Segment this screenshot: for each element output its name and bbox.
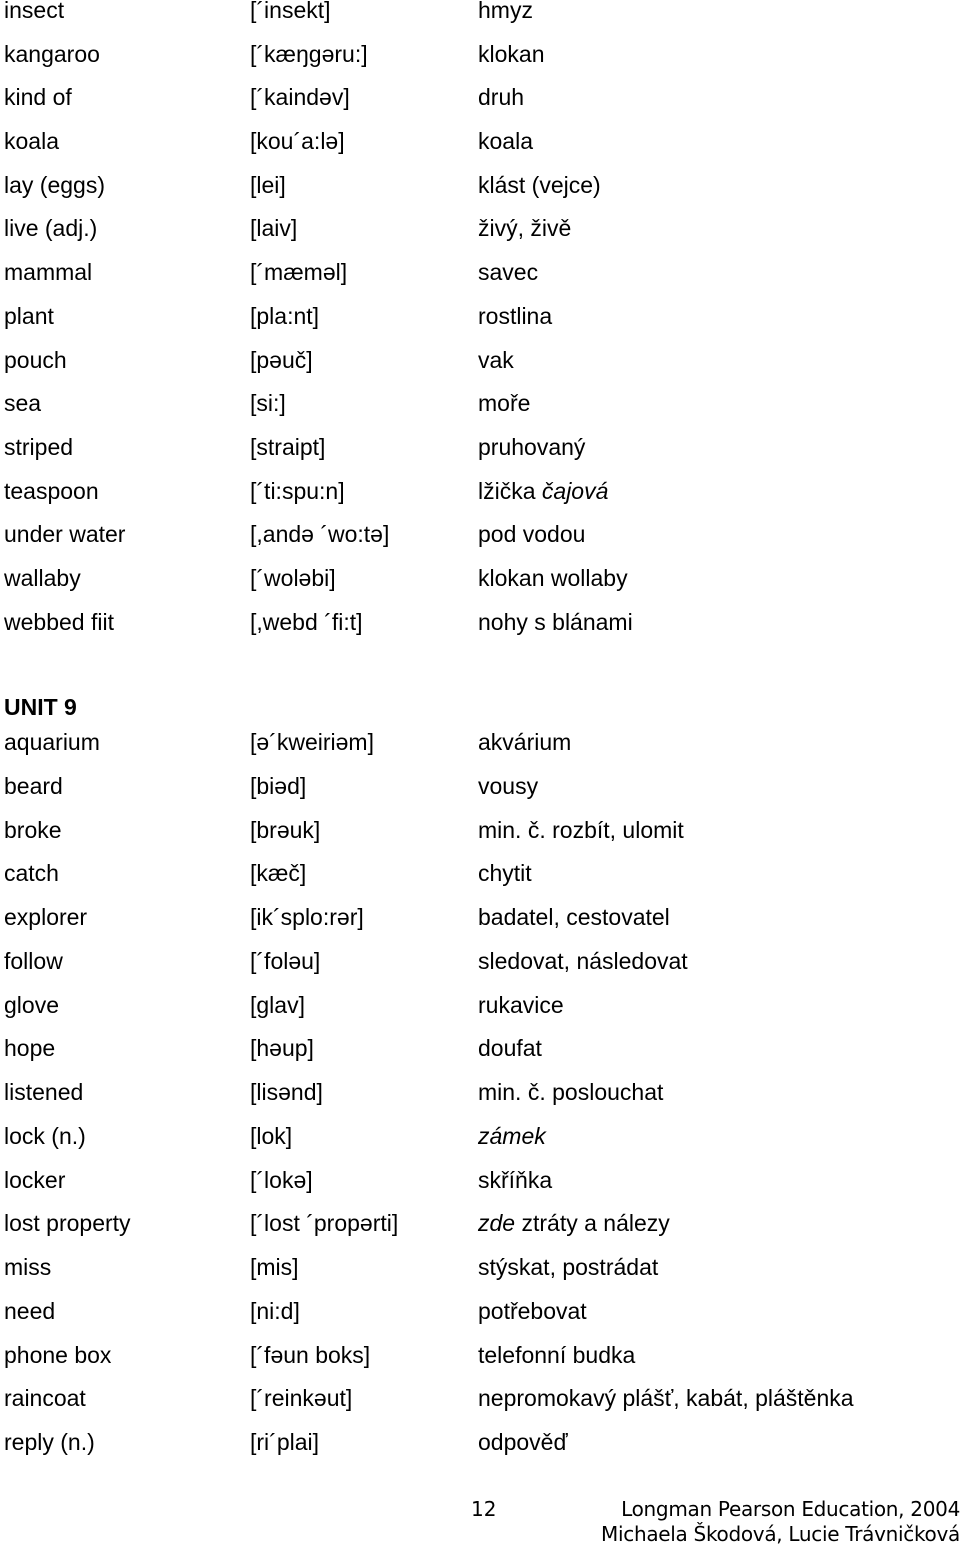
english-word: live (adj.)	[4, 215, 98, 242]
czech-translation: min. č. poslouchat	[478, 1079, 664, 1105]
english-word: listened	[4, 1079, 84, 1105]
czech-translation: potřebovat	[478, 1297, 587, 1324]
pronunciation: [laiv]	[250, 215, 298, 242]
english-word: plant	[4, 302, 54, 329]
english-word: raincoat	[4, 1385, 86, 1412]
czech-translation-plain: lžička	[478, 477, 536, 504]
czech-translation-italic: zde	[478, 1210, 516, 1237]
czech-translation: klokan wollaby	[478, 564, 628, 591]
vocab-row	[0, 215, 960, 262]
czech-translation	[478, 1211, 670, 1235]
czech-translation: min. č. rozbít, ulomit	[478, 816, 684, 843]
english-word: sea	[4, 390, 42, 417]
vocab-row	[0, 128, 960, 175]
vocab-row	[0, 259, 960, 306]
czech-translation: nohy s blánami	[478, 608, 633, 635]
czech-translation: vousy	[478, 772, 539, 799]
vocab-row	[0, 390, 960, 437]
english-word: need	[4, 1297, 56, 1324]
czech-translation: moře	[478, 390, 531, 417]
vocab-row	[0, 0, 960, 44]
czech-translation: vak	[478, 346, 514, 373]
czech-translation: rostlina	[478, 302, 553, 329]
english-word: kind of	[4, 84, 72, 111]
english-word: aquarium	[4, 729, 100, 755]
pronunciation: [glav]	[250, 991, 305, 1018]
vocab-row	[0, 302, 960, 350]
english-word: glove	[4, 991, 59, 1018]
czech-translation: pruhovaný	[478, 433, 586, 460]
czech-translation: savec	[478, 259, 539, 286]
pronunciation: [´foləu]	[250, 947, 321, 974]
vocab-row	[0, 1210, 960, 1257]
english-word: follow	[4, 947, 63, 974]
pronunciation: [pəuč]	[250, 346, 313, 373]
vocab-row	[0, 816, 960, 864]
pronunciation: [´reinkəut]	[250, 1385, 353, 1412]
pronunciation: [,webd ´fi:t]	[250, 608, 363, 635]
english-word: locker	[4, 1166, 66, 1193]
pronunciation: [ri´plai]	[250, 1429, 320, 1455]
english-word: teaspoon	[4, 477, 99, 504]
unit-heading: UNIT 9	[4, 694, 77, 720]
pronunciation: [ik´splo:rər]	[250, 904, 364, 930]
pronunciation: [biəd]	[250, 772, 307, 799]
czech-translation: badatel, cestovatel	[478, 904, 670, 930]
vocab-row	[0, 772, 960, 820]
english-word: under water	[4, 521, 126, 548]
czech-translation: nepromokavý plášť, kabát, pláštěnka	[478, 1385, 854, 1412]
english-word: catch	[4, 860, 59, 887]
vocab-row	[0, 947, 960, 995]
english-word: pouch	[4, 346, 67, 373]
pronunciation: [´lokə]	[250, 1166, 313, 1193]
vocab-row	[0, 1122, 960, 1170]
english-word: wallaby	[4, 564, 81, 591]
pronunciation: [si:]	[250, 390, 286, 417]
czech-translation: živý, živě	[478, 215, 572, 242]
czech-translation	[478, 479, 608, 503]
czech-translation: stýskat, postrádat	[478, 1254, 659, 1280]
pronunciation: [mis]	[250, 1254, 299, 1280]
pronunciation: [´ti:spu:n]	[250, 477, 345, 504]
pronunciation: [lisənd]	[250, 1079, 323, 1105]
english-word: reply (n.)	[4, 1429, 95, 1455]
english-word: mammal	[4, 259, 93, 286]
page-footer	[0, 1496, 960, 1547]
czech-translation: koala	[478, 128, 533, 155]
english-word: insect	[4, 0, 65, 23]
english-word: broke	[4, 816, 62, 843]
vocab-row	[0, 991, 960, 1039]
pronunciation: [kou´a:lə]	[250, 128, 345, 155]
czech-translation: skříňka	[478, 1166, 553, 1193]
vocab-row	[0, 433, 960, 481]
vocab-row	[0, 1079, 960, 1126]
vocabulary-list-previous-unit	[0, 0, 960, 655]
authors-credit: Michaela Škodová, Lucie Trávničková	[601, 1522, 960, 1546]
vocab-row	[0, 1297, 960, 1345]
english-word: beard	[4, 772, 63, 799]
czech-translation: doufat	[478, 1035, 542, 1062]
czech-translation-italic: čajová	[541, 477, 609, 504]
english-word: hope	[4, 1035, 56, 1062]
pronunciation: [´mæməl]	[250, 259, 348, 286]
english-word: explorer	[4, 904, 88, 930]
vocab-row	[0, 84, 960, 131]
czech-translation: chytit	[478, 860, 532, 887]
vocab-row	[0, 1429, 960, 1476]
czech-translation: rukavice	[478, 991, 564, 1018]
english-word: lock (n.)	[4, 1122, 86, 1149]
english-word: webbed fiit	[4, 608, 114, 635]
czech-translation: klokan	[478, 40, 545, 67]
pronunciation: [brəuk]	[250, 816, 321, 843]
pronunciation: [´kæŋgəru:]	[250, 40, 368, 67]
english-word: kangaroo	[4, 40, 100, 67]
vocab-row	[0, 729, 960, 776]
czech-translation: telefonní budka	[478, 1341, 636, 1368]
publisher-credit: Longman Pearson Education, 2004	[621, 1497, 960, 1521]
english-word: lay (eggs)	[4, 171, 105, 198]
pronunciation: [straipt]	[250, 433, 326, 460]
czech-translation-italic: zámek	[478, 1122, 546, 1149]
vocab-row	[0, 860, 960, 907]
pronunciation: [lei]	[250, 171, 286, 198]
pronunciation: [´kaindəv]	[250, 84, 350, 111]
pronunciation: [lok]	[250, 1122, 293, 1149]
pronunciation: [´fəun boks]	[250, 1341, 371, 1368]
english-word: lost property	[4, 1210, 131, 1237]
czech-translation: klást (vejce)	[478, 171, 601, 198]
czech-translation: hmyz	[478, 0, 533, 23]
vocab-row	[0, 1385, 960, 1432]
vocab-row	[0, 477, 960, 525]
vocab-row	[0, 521, 960, 568]
vocab-row	[0, 564, 960, 612]
english-word: miss	[4, 1254, 52, 1280]
vocab-row	[0, 40, 960, 88]
english-word: koala	[4, 128, 59, 155]
vocab-row	[0, 1254, 960, 1301]
pronunciation: [,andə ´wo:tə]	[250, 521, 390, 548]
vocab-row	[0, 171, 960, 219]
czech-translation: sledovat, následovat	[478, 947, 688, 974]
english-word: phone box	[4, 1341, 112, 1368]
pronunciation: [´woləbi]	[250, 564, 336, 591]
pronunciation: [həup]	[250, 1035, 314, 1062]
pronunciation: [pla:nt]	[250, 302, 320, 329]
pronunciation: [ə´kweiriəm]	[250, 729, 374, 755]
czech-translation: akvárium	[478, 729, 572, 755]
pronunciation: [´lost ´propərti]	[250, 1210, 399, 1237]
vocab-row	[0, 608, 960, 656]
page-number: 12	[471, 1497, 497, 1521]
czech-translation: pod vodou	[478, 521, 586, 548]
english-word: striped	[4, 433, 74, 460]
czech-translation	[478, 1124, 546, 1148]
pronunciation: [kæč]	[250, 860, 307, 887]
czech-translation-plain: ztráty a nálezy	[515, 1210, 670, 1237]
pronunciation: [ni:d]	[250, 1297, 300, 1324]
vocabulary-list-unit-9	[0, 729, 960, 1476]
czech-translation: odpověď	[478, 1429, 568, 1455]
vocab-row	[0, 346, 960, 394]
vocab-row	[0, 904, 960, 951]
vocab-row	[0, 1166, 960, 1214]
czech-translation: druh	[478, 84, 525, 111]
vocab-row	[0, 1341, 960, 1389]
pronunciation: [´insekt]	[250, 0, 331, 23]
vocab-row	[0, 1035, 960, 1082]
